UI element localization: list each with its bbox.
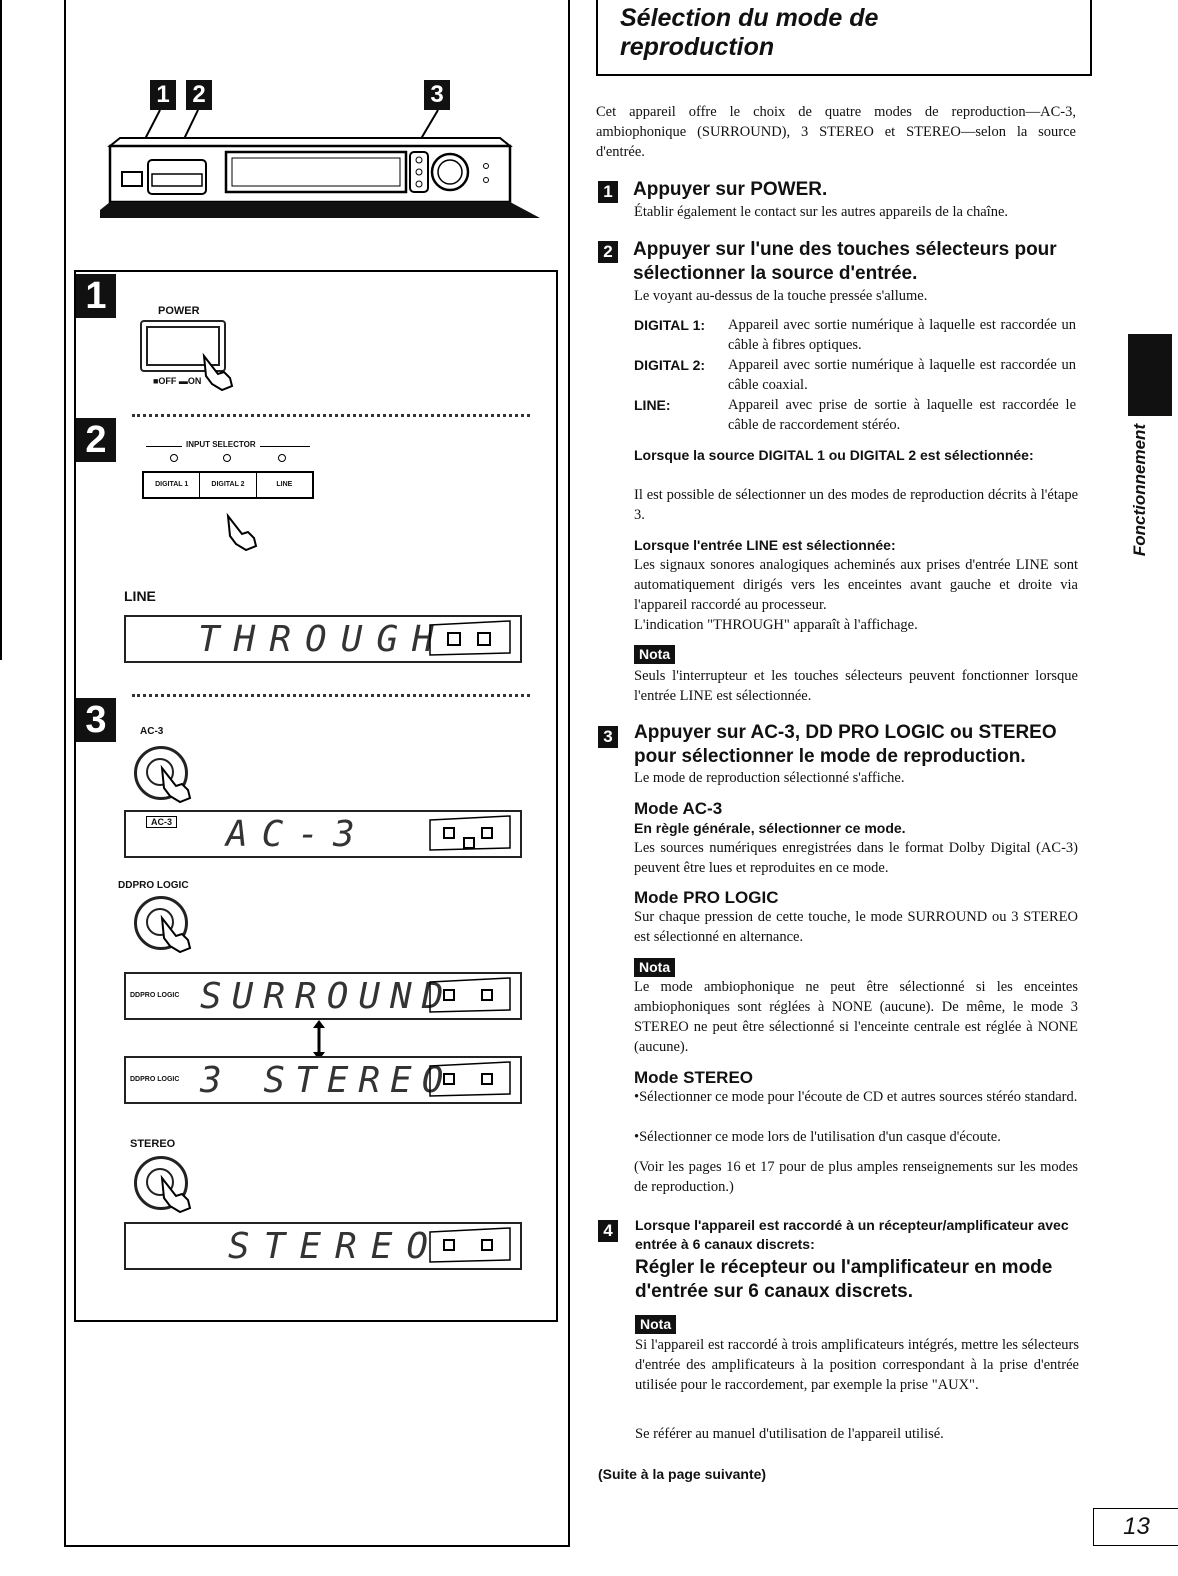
ac3-tag: AC-3: [146, 816, 177, 828]
lcd-3stereo: [124, 1056, 522, 1104]
step-3-text: Le mode de reproduction sélectionné s'affiche.: [634, 770, 905, 786]
power-switch-label: ■OFF ▬ON: [153, 376, 202, 386]
divider-dots: [132, 414, 530, 417]
left-step-1: 1: [76, 274, 116, 318]
continued-note: (Suite à la page suivante): [598, 1466, 767, 1482]
hand-pointer-icon: [156, 914, 200, 954]
sub-heading: Lorsque l'entrée LINE est sélectionnée:: [634, 537, 896, 553]
speaker-indicator-icon: [424, 976, 516, 1016]
page-edge-mark: [0, 0, 2, 660]
lcd-surround: [124, 972, 522, 1020]
step-4-badge: 4: [598, 1220, 618, 1242]
line-button[interactable]: LINE: [276, 481, 293, 488]
step-3-badge: 3: [598, 726, 618, 748]
speaker-indicator-icon: [424, 1226, 516, 1266]
def-desc: Appareil avec prise de sortie à laquelle est raccordée le câble de raccordement stéréo.: [728, 397, 1076, 433]
nota-badge: Nota: [635, 1315, 676, 1334]
step-1-text: Établir également le contact sur les autres appareils de la chaîne.: [634, 204, 1009, 220]
def-term: LINE:: [634, 397, 671, 413]
hand-pointer-icon: [156, 1174, 200, 1214]
def-term: DIGITAL 1:: [634, 317, 706, 333]
indicator-dots: [170, 454, 290, 464]
side-tab-label: Fonctionnement: [1130, 423, 1149, 557]
prologic-label: DDPRO LOGIC: [118, 880, 189, 891]
step-1-badge: 1: [598, 181, 618, 203]
divider-dots: [132, 694, 530, 697]
sub-text: Les signaux sonores analogiques acheminés aux prises d'entrée LINE sont automatiquement dirigés vers les enceintes avant gauche et droite via l'appareil raccordé au processeur.: [634, 557, 1078, 613]
bullet-text: •Sélectionner ce mode pour l'écoute de CD et autres sources stéréo standard.: [634, 1089, 1078, 1105]
line-label: LINE: [124, 588, 156, 604]
digital1-button[interactable]: DIGITAL 1: [144, 473, 200, 497]
step-2-heading: Appuyer sur l'une des touches sélecteurs pour sélectionner la source d'entrée.: [633, 239, 1057, 284]
speaker-indicator-icon: [424, 619, 516, 659]
sub-text: Il est possible de sélectionner un des modes de reproduction décrits à l'étape 3.: [634, 487, 1078, 523]
hand-pointer-icon: [222, 512, 266, 552]
input-selector-buttons: [142, 471, 314, 499]
def-desc: Appareil avec sortie numérique à laquelle est raccordée un câble à fibres optiques.: [728, 317, 1076, 353]
lcd-stereo: [124, 1222, 522, 1270]
hand-pointer-icon: [198, 352, 242, 392]
mode-heading: Mode PRO LOGIC: [634, 888, 779, 907]
column-divider: [568, 0, 570, 1547]
surround-display: SURROUND: [200, 976, 454, 1017]
sub-text: L'indication "THROUGH" apparaît à l'affichage.: [634, 617, 918, 633]
mode-text: Les sources numériques enregistrées dans le format Dolby Digital (AC-3) peuvent être lues et reproduites en ce mode.: [634, 840, 1078, 876]
alternate-arrow-icon: [312, 1020, 326, 1060]
callout-3: 3: [424, 80, 450, 110]
stereo-label: STEREO: [130, 1138, 176, 1150]
lcd-ac3: [124, 810, 522, 858]
side-tab: [1128, 334, 1172, 416]
nota-text: Seuls l'interrupteur et les touches sélecteurs peuvent fonctionner lorsque l'entrée LINE est sélectionnée.: [634, 668, 1078, 704]
through-display: THROUGH: [198, 619, 448, 660]
page-number: 13: [1093, 1508, 1178, 1546]
mode-text: Sur chaque pression de cette touche, le mode SURROUND ou 3 STEREO est sélectionné en alternance.: [634, 909, 1078, 945]
stereo3-display: 3 STEREO: [200, 1060, 454, 1101]
mode-heading: Mode STEREO: [634, 1068, 754, 1087]
input-selector-label: INPUT SELECTOR: [182, 440, 260, 449]
def-term: DIGITAL 2:: [634, 357, 706, 373]
step-4-heading: Régler le récepteur ou l'amplificateur en mode d'entrée sur 6 canaux discrets.: [635, 1257, 1053, 1302]
step-1-heading: Appuyer sur POWER.: [633, 179, 828, 200]
ac3-label: AC-3: [140, 726, 164, 737]
mode-heading: Mode AC-3: [634, 799, 723, 818]
page-title: Sélection du mode de reproduction: [620, 4, 879, 61]
see-also-text: (Voir les pages 16 et 17 pour de plus amples renseignements sur les modes de reproduction.): [634, 1159, 1078, 1195]
nota-text: Le mode ambiophonique ne peut être sélectionné si les enceintes ambiophoniques sont réglées à NONE (aucune). De même, le mode 3 STEREO ne peut être sélectionné si l'enceinte centrale est réglée à NONE (aucune).: [634, 979, 1078, 1055]
prologic-tag: DDPRO LOGIC: [130, 992, 180, 999]
digital2-button[interactable]: DIGITAL 2: [200, 473, 256, 497]
def-desc: Appareil avec sortie numérique à laquelle est raccordée un câble coaxial.: [728, 357, 1076, 393]
callout-1: 1: [150, 80, 176, 110]
mode-subheading: En règle générale, sélectionner ce mode.: [634, 820, 906, 836]
step-2-badge: 2: [598, 241, 618, 263]
speaker-indicator-icon: [424, 814, 516, 854]
bullet-text: •Sélectionner ce mode lors de l'utilisation d'un casque d'écoute.: [634, 1129, 1001, 1145]
step-4-intro: Lorsque l'appareil est raccordé à un récepteur/amplificateur avec entrée à 6 canaux discrets:: [635, 1217, 1069, 1252]
nota-text: Si l'appareil est raccordé à trois amplificateurs intégrés, mettre les sélecteurs d'entrée des amplificateurs à la position correspondant à la prise d'entrée utilisée pour le raccordement, par exemple la prise "AUX".: [635, 1337, 1079, 1393]
lcd-through: [124, 615, 522, 663]
step-2-text: Le voyant au-dessus de la touche pressée s'allume.: [634, 288, 928, 304]
left-step-3: 3: [76, 698, 116, 742]
left-step-2: 2: [76, 418, 116, 462]
nota-badge: Nota: [634, 958, 675, 977]
ac3-display: AC-3: [226, 814, 369, 855]
callout-2: 2: [186, 80, 212, 110]
power-label: POWER: [158, 305, 200, 317]
speaker-indicator-icon: [424, 1060, 516, 1100]
left-border-line: [64, 0, 66, 1546]
step-3-heading: Appuyer sur AC-3, DD PRO LOGIC ou STEREO pour sélectionner le mode de reproduction.: [634, 722, 1057, 767]
bottom-border-line: [64, 1545, 570, 1547]
hand-pointer-icon: [156, 764, 200, 804]
intro-text: Cet appareil offre le choix de quatre modes de reproduction—AC-3, ambiophonique (SURROUND), 3 STEREO et STEREO—selon la source d'entrée.: [596, 104, 1076, 160]
stereo-display: STEREO: [228, 1226, 443, 1267]
final-text: Se référer au manuel d'utilisation de l'appareil utilisé.: [635, 1426, 944, 1442]
device-illustration: [100, 108, 540, 223]
prologic-tag: DDPRO LOGIC: [130, 1076, 180, 1083]
nota-badge: Nota: [634, 645, 675, 664]
sub-heading: Lorsque la source DIGITAL 1 ou DIGITAL 2 est sélectionnée:: [634, 447, 1034, 463]
